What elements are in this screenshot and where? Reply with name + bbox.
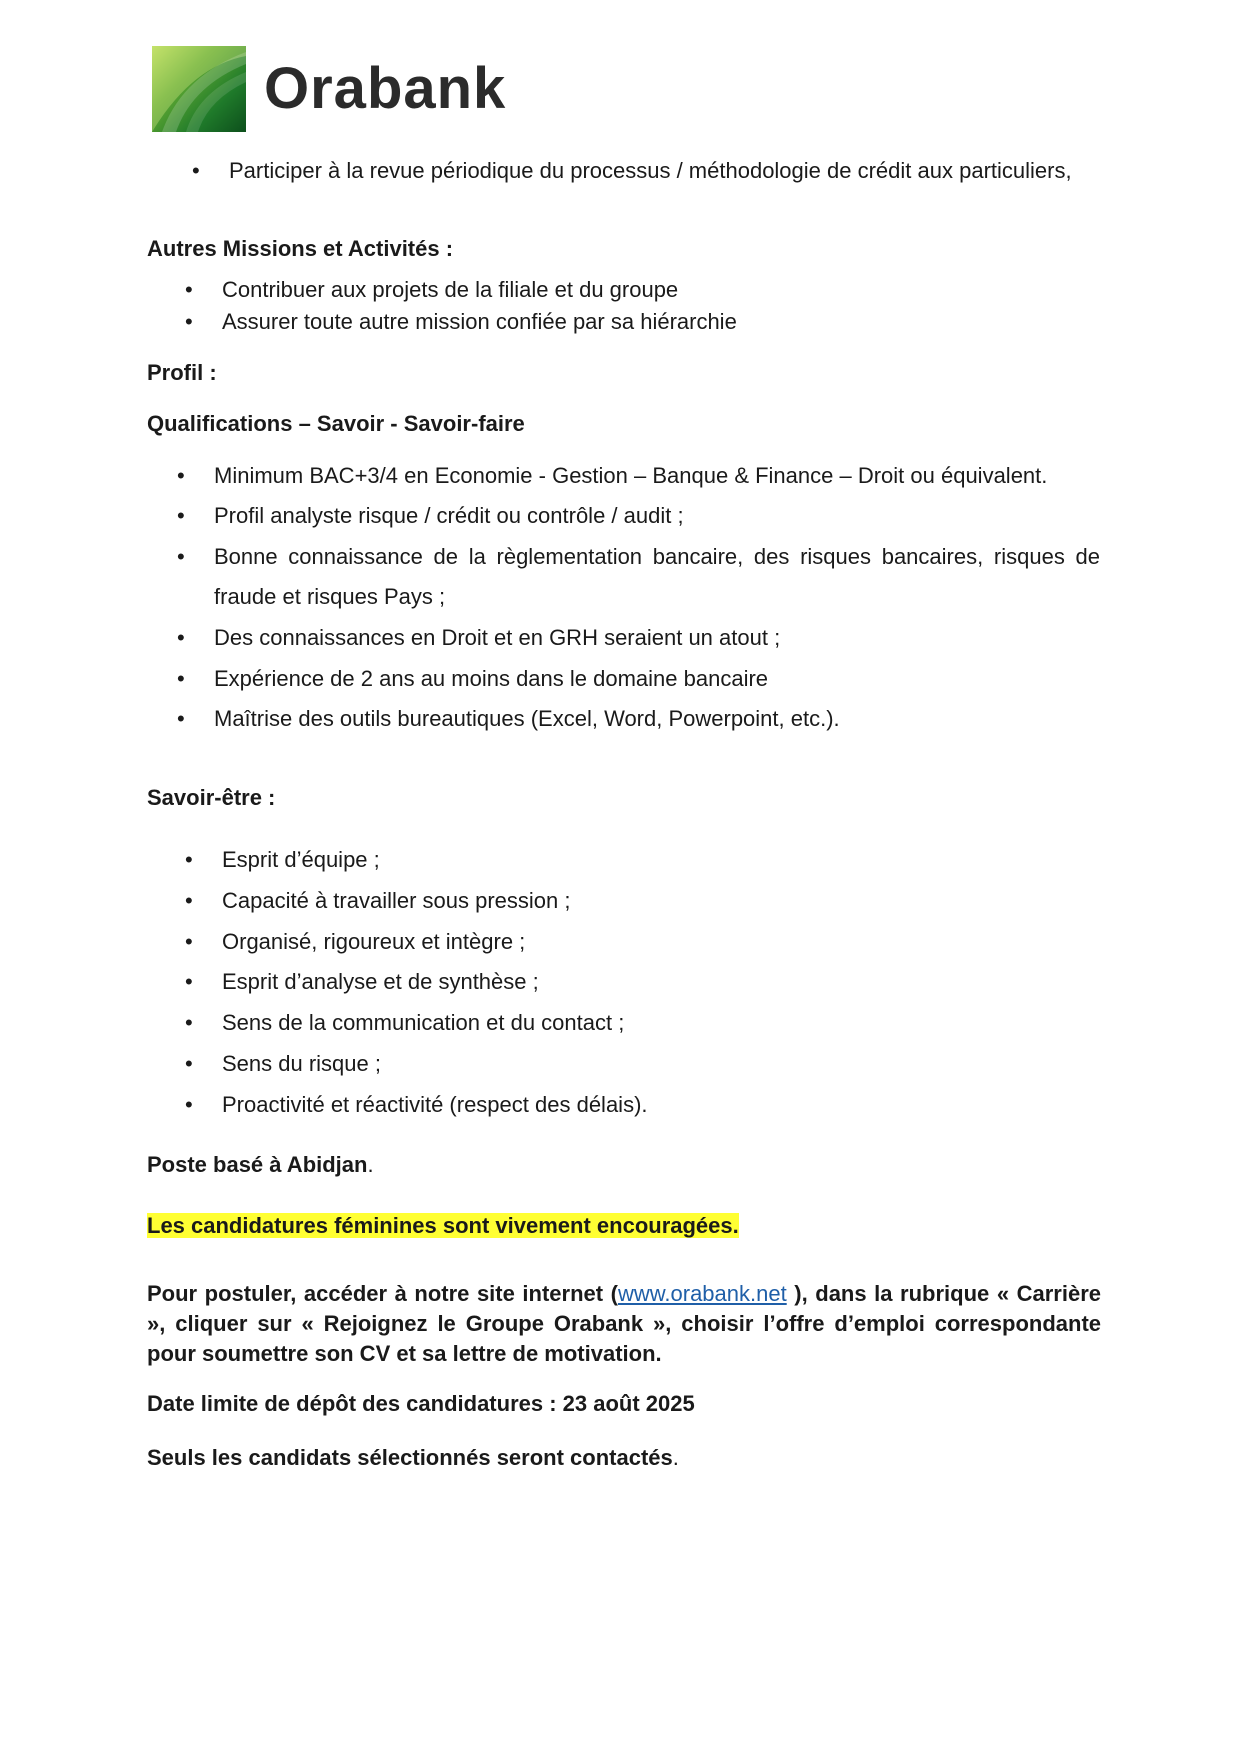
- orabank-website-link[interactable]: www.orabank.net: [617, 1281, 787, 1306]
- bullet-icon: •: [185, 847, 193, 872]
- bullet-icon: •: [185, 929, 193, 954]
- bullet-icon: •: [177, 625, 185, 650]
- list-item: Profil analyste risque / crédit ou contrôle / audit ;: [214, 503, 684, 528]
- bullet-icon: •: [177, 544, 185, 569]
- orabank-logo-mark: [152, 46, 246, 132]
- list-item: Assurer toute autre mission confiée par sa hiérarchie: [222, 309, 737, 334]
- bullet-icon: •: [185, 1010, 193, 1035]
- poste-line: [147, 1152, 374, 1178]
- list-item: Participer à la revue périodique du processus / méthodologie de crédit aux particuliers,: [229, 158, 1072, 183]
- list-item: Capacité à travailler sous pression ;: [222, 888, 571, 913]
- bullet-icon: •: [185, 309, 193, 334]
- list-item: Proactivité et réactivité (respect des délais).: [222, 1092, 648, 1117]
- list-item: Maîtrise des outils bureautiques (Excel, Word, Powerpoint, etc.).: [214, 706, 840, 731]
- bullet-icon: •: [177, 463, 185, 488]
- list-item: Organisé, rigoureux et intègre ;: [222, 929, 526, 954]
- closing-line: [147, 1445, 679, 1471]
- list-item: Esprit d’équipe ;: [222, 847, 380, 872]
- orabank-wordmark: Orabank: [264, 56, 507, 121]
- section-heading-savoir-etre: Savoir-être :: [147, 785, 276, 810]
- bullet-icon: •: [185, 277, 193, 302]
- poste-suffix: .: [367, 1152, 374, 1177]
- list-item: Sens de la communication et du contact ;: [222, 1010, 625, 1035]
- section-heading-qualifications: Qualifications – Savoir - Savoir-faire: [147, 411, 525, 436]
- list-item: Contribuer aux projets de la filiale et du groupe: [222, 277, 679, 302]
- list-item: Sens du risque ;: [222, 1051, 381, 1076]
- postuler-before: Pour postuler, accéder à notre site internet (: [147, 1281, 618, 1306]
- encouragement-line: [147, 1213, 739, 1239]
- list-item: Esprit d’analyse et de synthèse ;: [222, 969, 539, 994]
- poste-text: Poste basé à Abidjan: [147, 1152, 368, 1177]
- bullet-icon: •: [185, 888, 193, 913]
- closing-suffix: .: [672, 1445, 679, 1470]
- logo-swoosh-icon: [152, 46, 246, 132]
- postuler-after: ), dans la rubrique « Carrière », cliquer sur « Rejoignez le Groupe Orabank », choisir l’offre d’emploi correspondante pour soumettre son CV et sa lettre de motivation.: [147, 1281, 1101, 1366]
- closing-text: Seuls les candidats sélectionnés seront contactés: [147, 1445, 673, 1470]
- section-heading-autres: Autres Missions et Activités :: [147, 236, 454, 261]
- bullet-icon: •: [177, 503, 185, 528]
- highlighted-text: Les candidatures féminines sont vivement encouragées.: [147, 1213, 739, 1238]
- section-heading-profil: Profil :: [147, 360, 217, 385]
- bullet-icon: •: [185, 969, 193, 994]
- orabank-logo: [152, 46, 506, 132]
- bullet-icon: •: [177, 666, 185, 691]
- bullet-icon: •: [192, 158, 200, 183]
- bullet-icon: •: [185, 1092, 193, 1117]
- bullet-icon: •: [177, 706, 185, 731]
- list-item: Bonne connaissance de la règlementation bancaire, des risques bancaires, risques de fraude et risques Pays ;: [214, 544, 1100, 609]
- list-item: Expérience de 2 ans au moins dans le domaine bancaire: [214, 666, 769, 691]
- deadline-line: Date limite de dépôt des candidatures : 23 août 2025: [147, 1391, 695, 1416]
- list-item: Minimum BAC+3/4 en Economie - Gestion – Banque & Finance – Droit ou équivalent.: [214, 463, 1048, 488]
- postuler-paragraph: [147, 1279, 1101, 1369]
- list-item: Des connaissances en Droit et en GRH seraient un atout ;: [214, 625, 781, 650]
- bullet-icon: •: [185, 1051, 193, 1076]
